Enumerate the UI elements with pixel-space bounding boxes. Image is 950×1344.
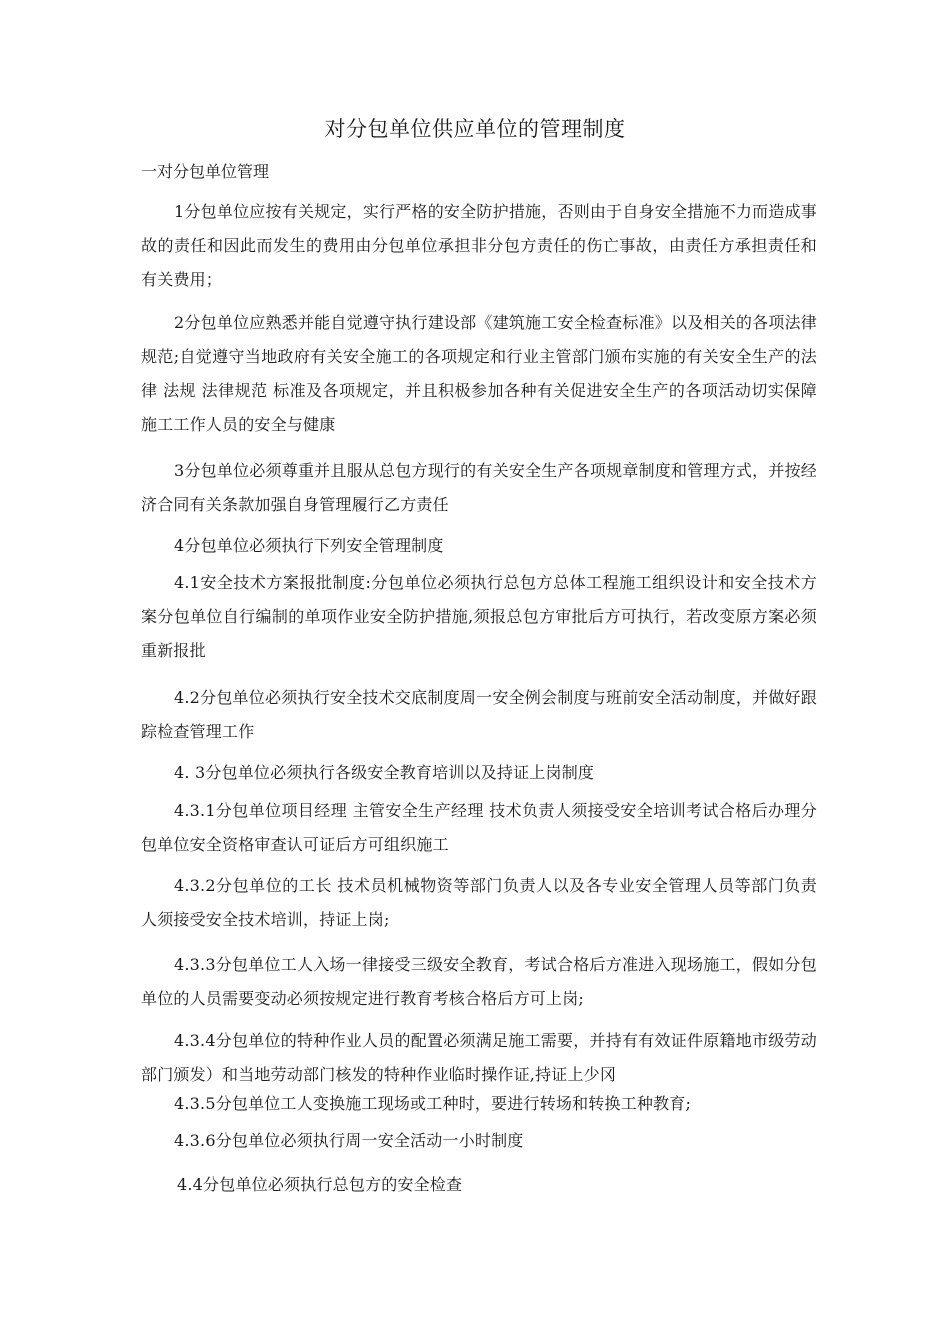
paragraph-4-3-6: 4.3.6分包单位必须执行周一安全活动一小时制度 xyxy=(174,1131,524,1150)
paragraph-4-3-1: 4.3.1分包单位项目经理 主管安全生产经理 技术负责人须接受安全培训考试合格后办理分包单位安全资格审查认可证后方可组织施工 xyxy=(141,801,817,854)
paragraph-4-3: 4. 3分包单位必须执行各级安全教育培训以及持证上岗制度 xyxy=(174,763,595,782)
paragraph-4-3-5: 4.3.5分包单位工人变换施工现场或工种时，要进行转场和转换工种教育; xyxy=(174,1094,692,1113)
paragraph-4-3-2: 4.3.2分包单位的工长 技术员机械物资等部门负责人以及各专业安全管理人员等部门负责人须接受安全技术培训，持证上岗; xyxy=(141,876,817,929)
paragraph-4-2: 4.2分包单位必须执行安全技术交底制度周一安全例会制度与班前安全活动制度，并做好跟踪检查管理工作 xyxy=(141,688,817,741)
paragraph-4-1: 4.1安全技术方案报批制度:分包单位必须执行总包方总体工程施工组织设计和安全技术方案分包单位自行编制的单项作业安全防护措施,须报总包方审批后方可执行，若改变原方案必须重新报批 xyxy=(141,573,817,660)
paragraph-2: 2分包单位应熟悉并能自觉遵守执行建设部《建筑施工安全检查标准》以及相关的各项法律规范;自觉遵守当地政府有关安全施工的各项规定和行业主管部门颁布实施的有关安全生产的法律 法规 法律规范 标准及各项规定，并且积极参加各种有关促进安全生产的各项活动切实保障施工工作人员的安全与健康 xyxy=(141,313,817,434)
page-title: 对分包单位供应单位的管理制度 xyxy=(324,117,626,141)
paragraph-4-3-4: 4.3.4分包单位的特种作业人员的配置必须满足施工需要，并持有有效证件原籍地市级劳动部门颁发）和当地劳动部门核发的特种作业临时操作证,持证上少冈 xyxy=(141,1031,817,1084)
paragraph-4-4: 4.4分包单位必须执行总包方的安全检查 xyxy=(177,1175,463,1194)
section-heading: 一对分包单位管理 xyxy=(141,162,270,181)
paragraph-4: 4分包单位必须执行下列安全管理制度 xyxy=(174,536,444,555)
paragraph-4-3-3: 4.3.3分包单位工人入场一律接受三级安全教育，考试合格后方准进入现场施工，假如分包单位的人员需要变动必须按规定进行教育考核合格后方可上岗; xyxy=(141,955,817,1008)
paragraph-3: 3分包单位必须尊重并且服从总包方现行的有关安全生产各项规章制度和管理方式，并按经济合同有关条款加强自身管理履行乙方责任 xyxy=(141,461,817,514)
paragraph-1: 1分包单位应按有关规定，实行严格的安全防护措施，否则由于自身安全措施不力而造成事故的责任和因此而发生的费用由分包单位承担非分包方责任的伤亡事故，由责任方承担责任和有关费用； xyxy=(141,202,817,289)
